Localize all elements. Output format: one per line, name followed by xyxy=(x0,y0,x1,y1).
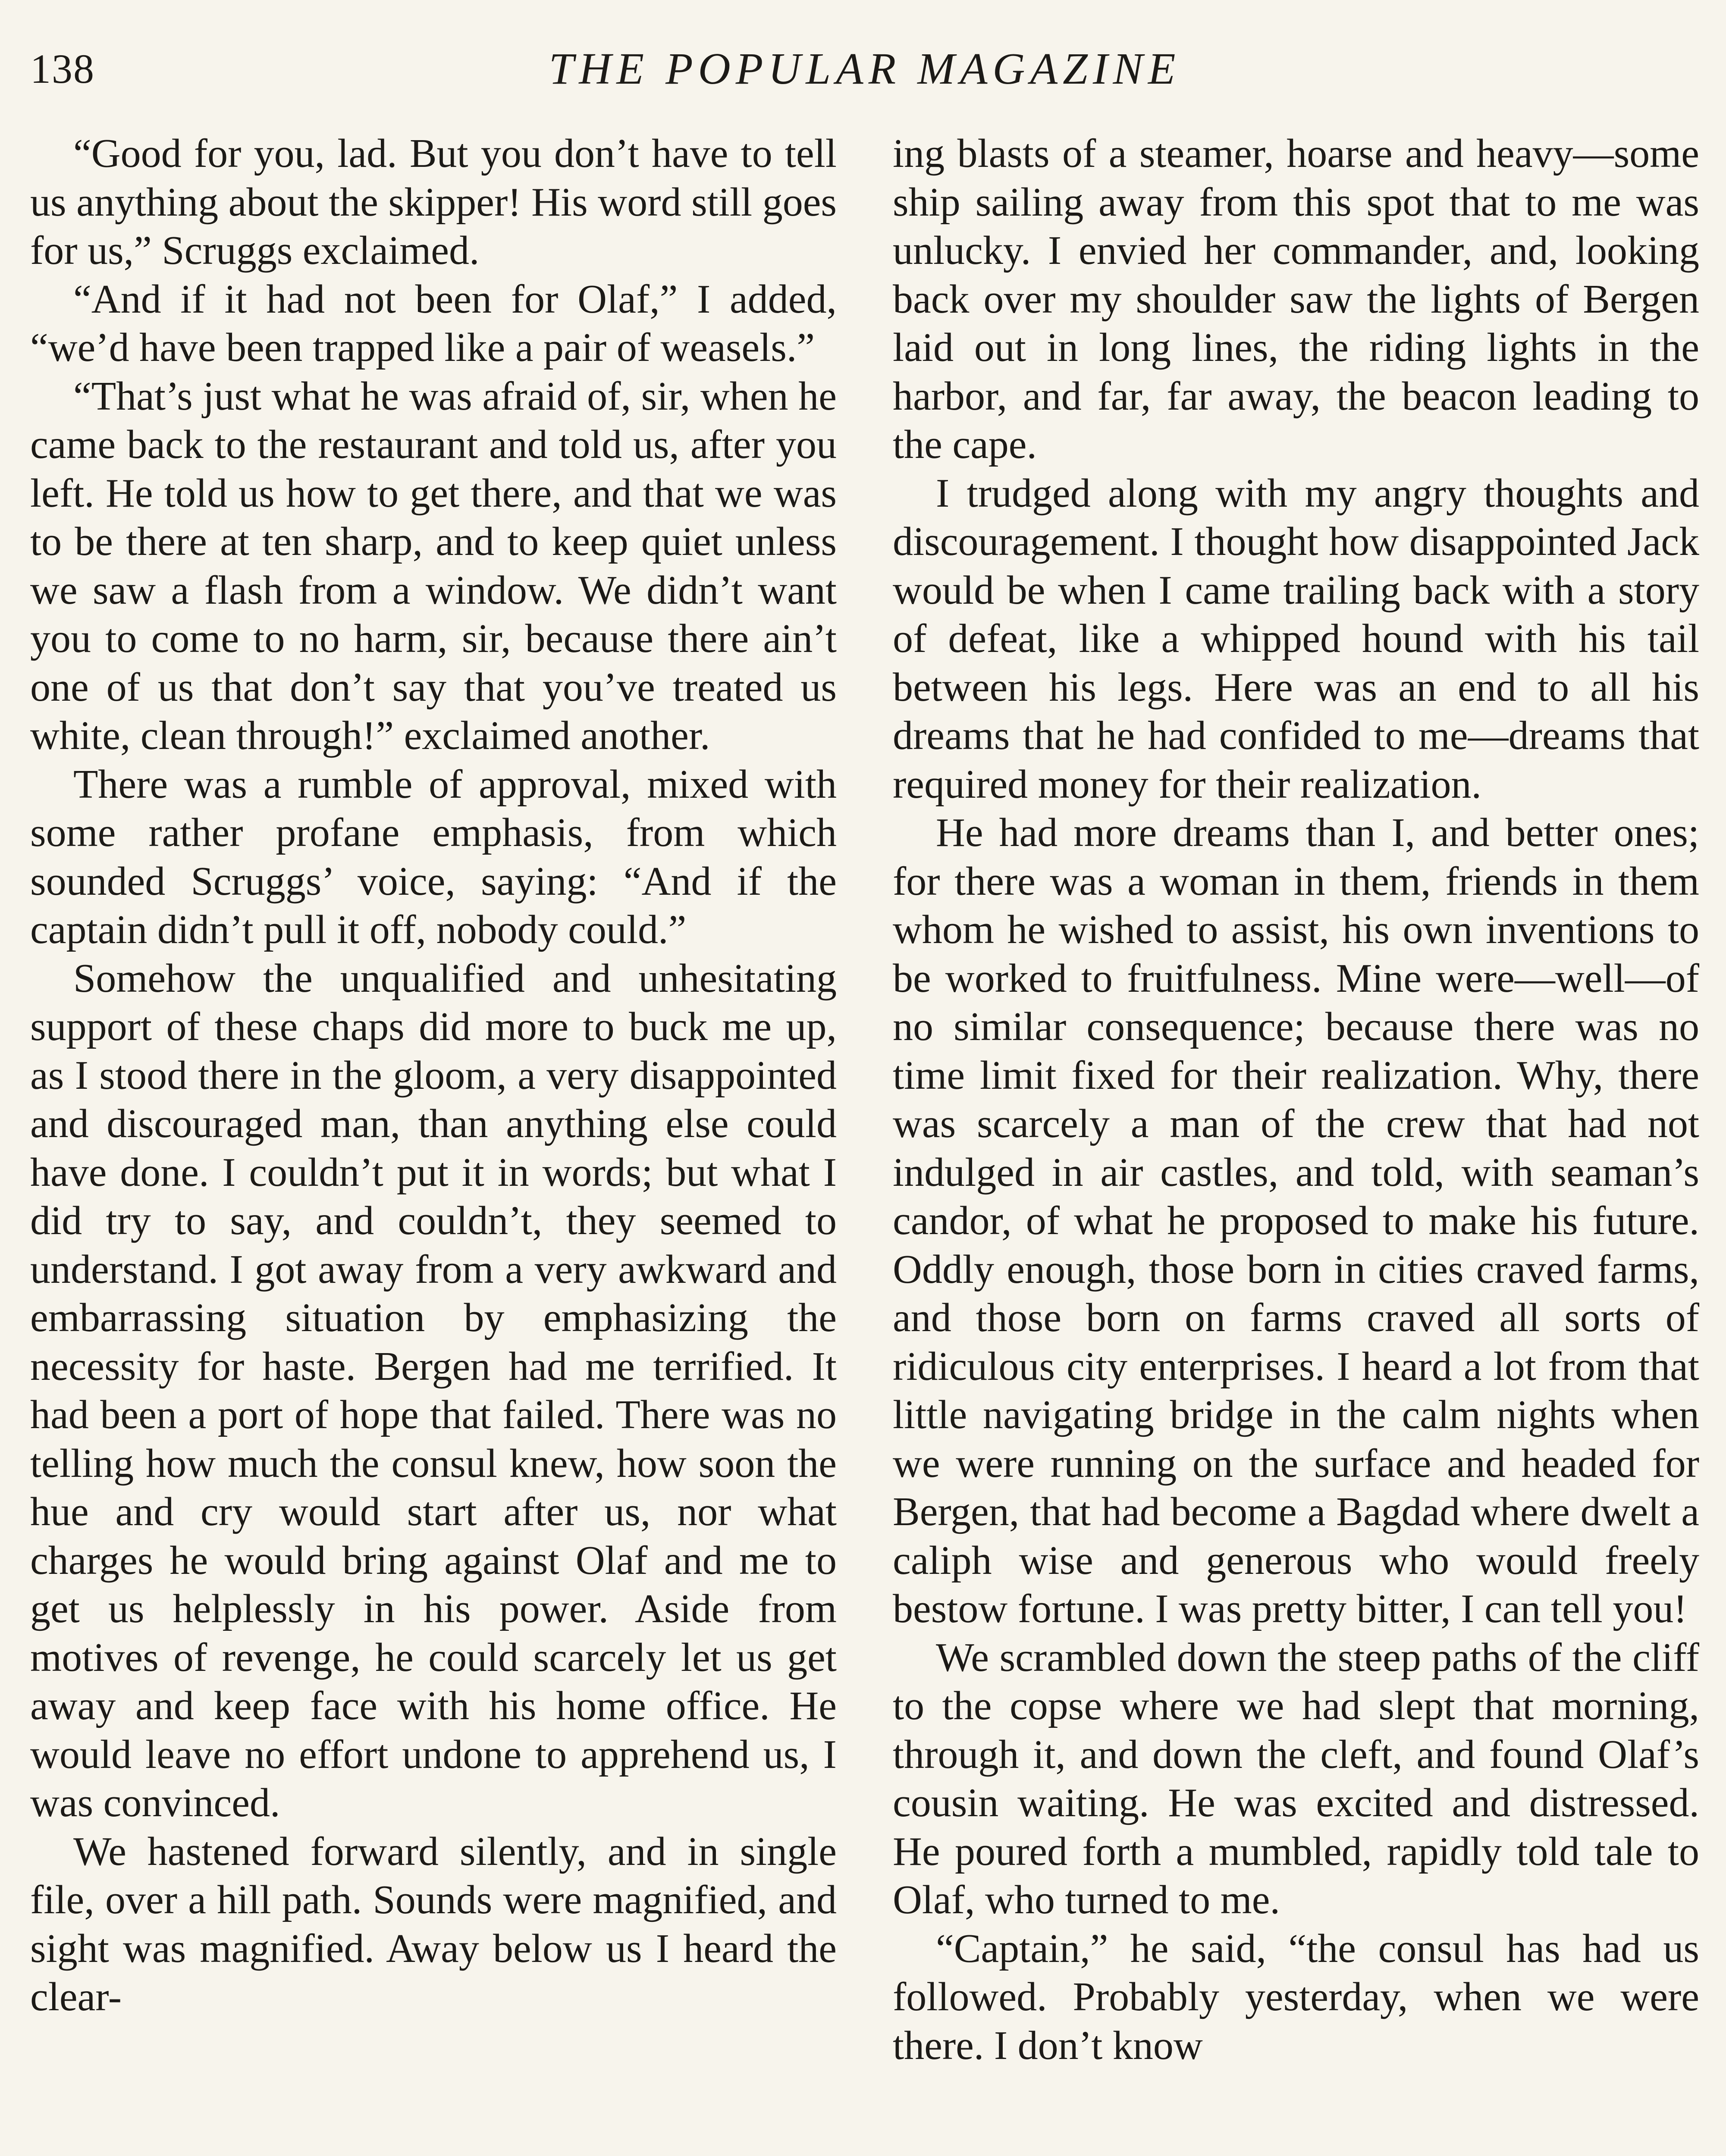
page-header xyxy=(30,37,1699,101)
left-column xyxy=(30,129,837,2156)
paragraph: “Captain,” he said, “the consul has had us followed. Probably yesterday, when we were there. I don’t know xyxy=(893,1926,1699,2068)
paragraph: We hastened forward silently, and in single file, over a hill path. Sounds were magnified, and sight was magnified. Away below us I heard the clear- xyxy=(30,1829,837,2019)
running-title: THE POPULAR MAGAZINE xyxy=(549,44,1181,94)
paragraph: “Good for you, lad. But you don’t have to tell us anything about the skipper! His word still goes for us,” Scruggs exclaimed. xyxy=(30,131,837,273)
paragraph: We scrambled down the steep paths of the cliff to the copse where we had slept that morning, through it, and down the cleft, and found Olaf’s cousin waiting. He was excited and distressed. He poured forth a mumbled, rapidly told tale to Olaf, who turned to me. xyxy=(893,1635,1699,1922)
paragraph: “That’s just what he was afraid of, sir, when he came back to the restaurant and told us, after you left. He told us how to get there, and that we was to be there at ten sharp, and to keep quiet unless we saw a flash from a window. We didn’t want you to come to no harm, sir, because there ain’t one of us that don’t say that you’ve treated us white, clean through!” exclaimed another. xyxy=(30,373,837,758)
right-column xyxy=(893,129,1699,2156)
paragraph: He had more dreams than I, and better ones; for there was a woman in them, friends in them whom he wished to assist, his own inventions to be worked to fruitfulness. Mine were—well—of no similar consequence; because there was no time limit fixed for their realization. Why, there was scarcely a man of the crew that had not indulged in air castles, and told, with seaman’s candor, of what he proposed to make his future. Oddly enough, those born in cities craved farms, and those born on farms craved all sorts of ridiculous city enterprises. I heard a lot from that little navigating bridge in the calm nights when we were running on the surface and headed for Bergen, that had become a Bagdad where dwelt a caliph wise and generous who would freely bestow fortune. I was pretty bitter, I can tell you! xyxy=(893,810,1699,1631)
paragraph-continued: ing blasts of a steamer, hoarse and heavy—some ship sailing away from this spot that to me was unlucky. I envied her commander, and, looking back over my shoulder saw the lights of Bergen laid out in long lines, the riding lights in the harbor, and far, far away, the beacon leading to the cape. xyxy=(893,131,1699,467)
paragraph: I trudged along with my angry thoughts and discouragement. I thought how disappointed Jack would be when I came trailing back with a story of defeat, like a whipped hound with his tail between his legs. Here was an end to all his dreams that he had confided to me—dreams that required money for their realization. xyxy=(893,470,1699,807)
page-number: 138 xyxy=(30,46,95,92)
paragraph: Somehow the unqualified and unhesitating support of these chaps did more to buck me up, as I stood there in the gloom, a very disappointed and discouraged man, than anything else could have done. I couldn’t put it in words; but what I did try to say, and couldn’t, they seemed to understand. I got away from a very awkward and embarrassing situation by emphasizing the necessity for haste. Bergen had me terrified. It had been a port of hope that failed. There was no telling how much the consul knew, how soon the hue and cry would start after us, nor what charges he would bring against Olaf and me to get us helplessly in his power. Aside from motives of revenge, he could scarcely let us get away and keep face with his home office. He would leave no effort undone to apprehend us, I was convinced. xyxy=(30,956,837,1825)
paragraph: “And if it had not been for Olaf,” I added, “we’d have been trapped like a pair of weasels.” xyxy=(30,276,837,370)
paragraph: There was a rumble of approval, mixed with some rather profane emphasis, from which sounded Scruggs’ voice, saying: “And if the captain didn’t pull it off, nobody could.” xyxy=(30,761,837,952)
